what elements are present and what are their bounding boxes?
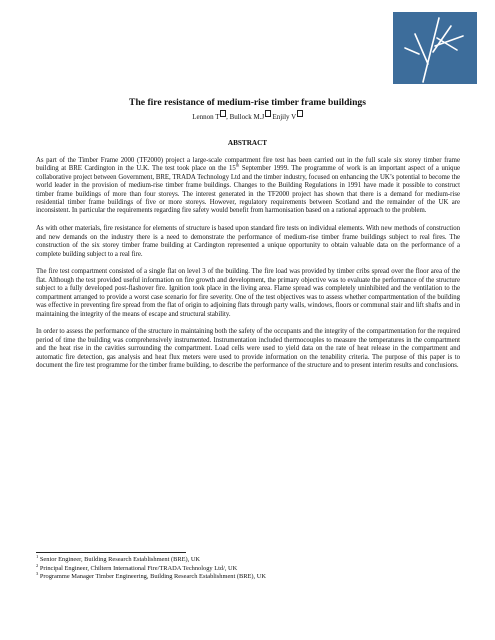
footnotes	[36, 553, 460, 582]
footnote-item: $^1$ Senior Engineer, Building Research Establishment (BRE), UK	[36, 553, 201, 563]
footnote-item: $^2$ Principal Engineer, Chiltern International Fire/TRADA Technology Ltd/, UK	[36, 562, 238, 572]
bre-logo-icon	[393, 12, 477, 84]
footnote-divider	[36, 552, 186, 553]
abstract-paragraph: The fire test compartment consisted of a single flat on level 3 of the building. The fire load was provided by timber cribs spread over the floor area of the flat. Although the test provided useful information on fire growth and development, the primary objective was to evaluate the performance of the structure subject to a fully developed post-flashover fire. Ignition took place in the living area. Flame spread was completely uninhibited and the ventilation to the compartment arranged to provide a worst case scenario for fire severity. One of the test objectives was to assess whether compartmentation of the building was effective in preventing fire spread from the flat of origin to adjoining flats through party walls, windows, floors or communal stair and lift shafts and in maintaining the integrity of the means of escape and structural stability.	[36, 268, 460, 318]
author-name: Bullock M.J	[229, 113, 265, 121]
footnote-marker-icon	[297, 110, 303, 117]
abstract-paragraph: In order to assess the performance of the structure in maintaining both the safety of the occupants and the integrity of the compartmentation for the required period of time the building was comprehensively instrumented. Instrumentation included thermocouples to measure the temperatures in the compartment and the heat rise in the cavities surrounding the compartment. Load cells were used to yield data on the rate of heat release in the compartment and automatic fire detection, gas analysis and heat flux meters were used to provide information on the tenability criteria. The purpose of this paper is to document the fire test programme for the timber frame building, to describe the performance of the structure and to present interim results and conclusions.	[36, 328, 460, 370]
footnote-item: $^3$ Programme Manager Timber Engineering, Building Research Establishment (BRE), UK	[36, 571, 266, 581]
footnote-marker-icon	[265, 110, 271, 117]
paper-title: The fire resistance of medium-rise timber frame buildings	[129, 97, 366, 108]
abstract-heading: ABSTRACT	[227, 139, 268, 147]
abstract-body	[36, 157, 460, 380]
abstract-paragraph: As part of the Timber Frame 2000 (TF2000) project a large-scale compartment fire test has been carried out in the full scale six storey timber frame building at BRE Cardington in the U.K. The test took place on the 15th September 1999. The programme of work is an important aspect of a unique collaborative project between Government, BRE, TRADA Technology Ltd and the timber industry, focused on enhancing the UK’s potential to become the world leader in the provision of medium-rise timber frame buildings. Changes to the Building Regulations in 1991 have made it possible to construct timber frame buildings of more than four storeys. The interest generated in the TF2000 project has shown that there is a demand for medium-rise residential timber frame buildings of five or more storeys. However, regulatory requirements between Scotland and the remainder of the UK are inconsistent. In particular the requirements regarding fire safety would benefit from harmonisation based on a rational approach to the problem.	[36, 157, 460, 215]
abstract-paragraph: As with other materials, fire resistance for elements of structure is based upon standard fire tests on individual elements. With new methods of construction and new demands on the industry there is a need to demonstrate the performance of medium-rise timber frame buildings subject to real fires. The construction of the six storey timber frame building at Cardington represented a unique opportunity to obtain valuable data on the performance of a complete building subject to a real fire.	[36, 225, 460, 258]
author-name: Lennon T	[192, 113, 220, 121]
footnote-marker-icon	[220, 110, 226, 117]
author-name: Enjily V	[272, 113, 297, 121]
author-list: Lennon T , Bullock M.J Enjily V	[0, 110, 495, 122]
